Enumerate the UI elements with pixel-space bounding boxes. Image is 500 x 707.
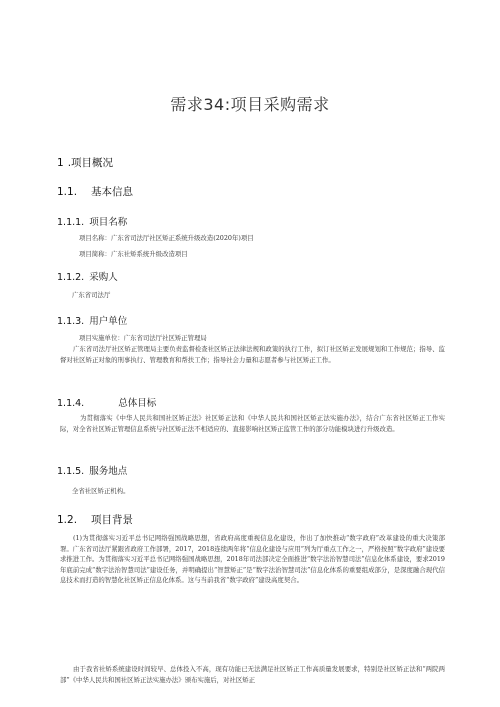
user-unit-line: 项目实施单位：广东省司法厅社区矫正管理局 <box>79 334 207 342</box>
heading-number: 1.1.2. <box>57 272 85 283</box>
heading-text: 总体目标 <box>118 398 157 409</box>
heading-text: 基本信息 <box>91 186 134 198</box>
background-paragraph-2: 由于我省社矫系统建设时间较早、总体投入不高，现有功能已无法满足社区矫正工作高质量发展要求，特别是社区矫正法和“两院两部”《中华人民共和国社区矫正法实施办法》颁布实施后，对社区矫正 <box>60 665 445 684</box>
heading-number: 1.1.5. <box>57 466 85 477</box>
project-name-line: 项目名称：广东省司法厅社区矫正系统升级改造(2020年)项目 <box>79 234 254 242</box>
heading-number: 1.2. <box>57 514 78 526</box>
heading-1 <box>57 155 113 170</box>
location-line: 全省社区矫正机构。 <box>72 487 130 495</box>
heading-1-1-2 <box>57 269 118 283</box>
heading-1-1 <box>57 184 133 199</box>
heading-text: 项目名称 <box>89 217 128 228</box>
heading-text: .项目概况 <box>67 157 114 169</box>
heading-1-1-4 <box>57 395 156 409</box>
heading-number: 1.1.4. <box>57 398 85 409</box>
goal-paragraph: 为贯彻落实《中华人民共和国社区矫正法》社区矫正法和《中华人民共和国社区矫正法实施办法》，结合广东省社区矫正工作实际，对全省社区矫正管理信息系统与社区矫正法不相适应的、直接影响社区矫正监管工作的部分功能模块进行升级改造。 <box>60 414 445 433</box>
heading-1-1-1 <box>57 214 127 228</box>
heading-1-2 <box>57 512 133 527</box>
heading-number: 1.1.3. <box>57 316 85 327</box>
heading-1-1-3 <box>57 313 127 327</box>
project-short-line: 项目简称：广东社矫系统升级改造项目 <box>79 250 188 258</box>
heading-text: 用户单位 <box>89 316 128 327</box>
heading-number: 1 <box>57 157 64 169</box>
user-unit-description: 广东省司法厅社区矫正管理局主要负责监督检查社区矫正法律法规和政策的执行工作，拟订社区矫正发展规划和工作规范；指导、监督对社区矫正对象的刑事执行、管理教育和帮扶工作；指导社会力量和志愿者参与社区矫正工作。 <box>60 345 445 364</box>
heading-text: 项目背景 <box>91 514 134 526</box>
document-title: 需求34:项目采购需求 <box>170 95 330 114</box>
heading-number: 1.1.1. <box>57 217 85 228</box>
heading-1-1-5 <box>57 463 127 477</box>
heading-text: 服务地点 <box>89 466 128 477</box>
heading-number: 1.1. <box>57 186 78 198</box>
purchaser-line: 广东省司法厅 <box>72 291 111 299</box>
heading-text: 采购人 <box>89 272 118 283</box>
background-paragraph-1: (1)为贯彻落实习近平总书记网络强国战略思想，省政府高度重视信息化建设，作出了加快推动“数字政府”改革建设的重大决策部署。广东省司法厅紧跟省政府工作部署，2017，2018连续两年将“信息化建设与应用”列为厅重点工作之一，严格按照“数字政府”建设要求推进工作。为贯彻落实习近平总书记网络强国战略思想，2018年司法部决定全面推进“数字法治智慧司法”信息化体系建设，要求2019年底前完成“数字法治智慧司法”建设任务，并明确提出“智慧矫正”是“数字法治智慧司法”信息化体系的重要组成部分，是深度融合现代信息技术而打造的智慧化社区矫正信息化体系。这与当前我省“数字政府”建设高度契合。 <box>60 534 445 585</box>
